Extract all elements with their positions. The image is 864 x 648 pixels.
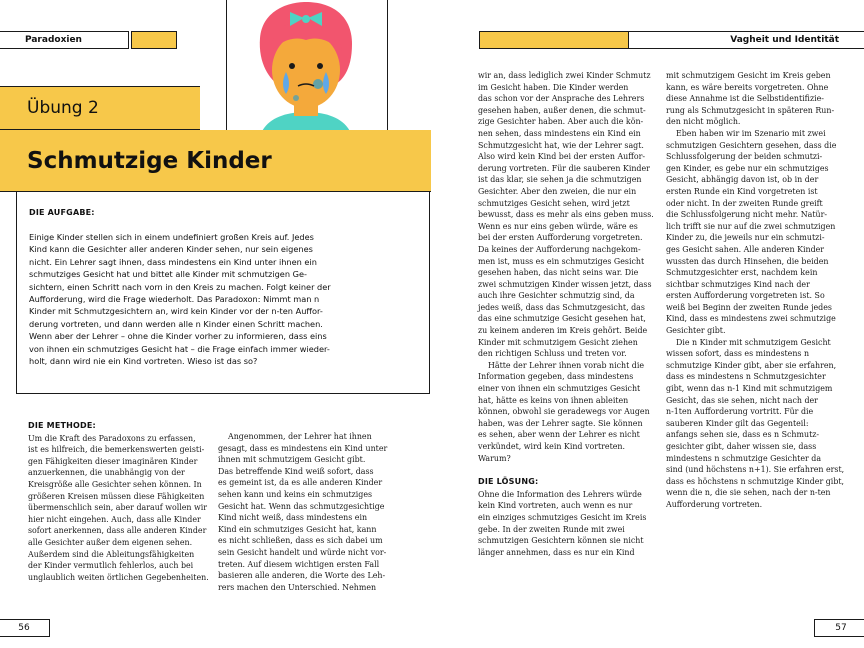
page-number-right: [814, 619, 864, 637]
body-line: gen Fähigkeiten dieser imaginären Kinder: [28, 456, 198, 466]
body-line: ist es hilfreich, die bemerkenswerten geisti-: [28, 445, 205, 455]
body-line: auch ihre Gesichter schmutzig sind, da: [478, 291, 635, 301]
running-head-right-text: Vagheit und Identität: [730, 35, 839, 45]
body-line: wenn die n, die sie sehen, nach der n-ten: [666, 488, 831, 498]
body-line: das eine schmutzige Gesicht gesehen hat,: [478, 314, 646, 324]
running-head-left: [0, 31, 129, 49]
exercise-label-bar: [0, 86, 200, 130]
body-line: Schlussfolgerung der beiden schmutzi-: [666, 152, 823, 162]
solution-heading: DIE LÖSUNG:: [478, 477, 539, 487]
body-line: bei der ersten Aufforderung vorgetreten.: [478, 233, 643, 243]
body-line: übermenschlich sein, aber darauf wollen wir: [28, 503, 208, 513]
exercise-label: Übung 2: [27, 98, 99, 118]
body-line: die Schlussfolgerung nicht mehr. Natür-: [666, 210, 828, 220]
body-line: Hätte der Lehrer ihnen vorab nicht die: [488, 360, 645, 370]
body-line: n-1ten Aufforderung vortritt. Für die: [666, 407, 814, 417]
page-number-left-text: 56: [18, 623, 30, 633]
body-line: es sehen, aber wenn der Lehrer es nicht: [478, 430, 640, 440]
task-line: von ihnen ein schmutziges Gesicht hat – die Frage einfach immer wieder-: [29, 343, 330, 354]
task-heading: DIE AUFGABE:: [29, 208, 95, 217]
body-line: Da keines der Aufforderung nachgekom-: [478, 244, 641, 254]
body-line: Eben haben wir im Szenario mit zwei: [676, 128, 826, 138]
body-line: Ohne die Information des Lehrers würde: [478, 489, 642, 499]
text-column-1: [28, 420, 214, 583]
body-line: schmutziges Gesicht sehen, wird jetzt: [478, 198, 630, 208]
body-line: gesichter gibt, daher wissen sie, dass: [666, 442, 817, 451]
body-line: Aufforderung vortreten.: [666, 499, 763, 509]
body-line: wir an, dass lediglich zwei Kinder Schmutz: [478, 71, 651, 80]
body-line: zu keinem anderen im Kreis gehört. Beide: [478, 326, 648, 336]
body-line: Schmutzgesicht hat, wie der Lehrer sagt.: [478, 140, 644, 150]
body-line: Gesicht hat. Wenn das schmutzgesichtige: [218, 501, 385, 511]
body-line: wussten das durch Hinsehen, die beiden: [666, 256, 829, 266]
body-line: Also wird kein Kind bei der ersten Auffor-: [478, 152, 646, 162]
body-line: sind (und höchstens n+1). Sie erfahren erst,: [666, 465, 845, 475]
body-line: einer von ihnen ein schmutziges Gesicht: [478, 384, 641, 394]
body-line: der Kinder vermutlich fehlerlos, auch bei: [28, 561, 194, 571]
body-line: oder nicht. In der zweiten Runde greift: [666, 198, 823, 208]
body-line: schmutzige Kinder gibt, aber sie erfahren,: [666, 360, 837, 370]
body-line: Kinder zu, die jeweils nur ein schmutzi-: [666, 233, 825, 243]
body-line: Die n Kinder mit schmutzigem Gesicht: [676, 337, 831, 347]
text-column-4: [666, 70, 854, 511]
task-box: [16, 192, 430, 394]
body-line: weiß bei Beginn der zweiten Runde jedes: [666, 302, 832, 312]
left-eye-shape: [289, 63, 295, 69]
body-line: Information gegeben, dass mindestens: [478, 372, 634, 382]
task-line: schmutziges Gesicht hat und bittet alle Kinder mit schmutzigen Ge-: [29, 269, 307, 280]
body-line: nen sehen, dass mindestens ein Kind ein: [478, 128, 641, 138]
body-line: gesehen haben, außer denen, die schmut-: [478, 105, 646, 115]
body-line: anzuerkennen, die unabhängig von der: [28, 468, 185, 478]
task-line: holt, dann wird nie ein Kind vortreten. Wieso ist das so?: [29, 356, 258, 367]
page-title: Schmutzige Kinder: [27, 147, 272, 174]
body-line: länger annehmen, dass es nur ein Kind: [478, 547, 635, 557]
body-line: Kind, dass es mindestens zwei schmutzige: [666, 314, 836, 324]
text-column-3: [478, 70, 664, 558]
running-head-left-text: Paradoxien: [25, 35, 82, 45]
task-line: Aufforderung, wird die Frage wiederholt. Das Paradoxon: Nimmt man n: [29, 294, 320, 305]
body-line: sofort anerkennen, dass alle anderen Kinder: [28, 526, 207, 536]
task-line: derung vortreten, und dann werden alle n Kinder einen Schritt machen.: [29, 318, 323, 329]
body-line: mindestens n schmutzige Gesichter da: [666, 453, 822, 463]
body-line: bewusst, dass es mehr als eins geben muss.: [478, 210, 654, 220]
body-line: sauberen Kinder gilt das Gegenteil:: [666, 418, 809, 428]
body-line: zige Gesichter haben. Aber auch die kön-: [478, 117, 644, 127]
body-line: Das betreffende Kind weiß sofort, dass: [218, 466, 374, 476]
page-number-right-text: 57: [835, 623, 847, 633]
task-line: sichtern, einen Schritt nach vorn in den Kreis zu machen. Folgt keiner der: [29, 281, 331, 292]
body-line: Schmutzgesichter erst, nachdem kein: [666, 268, 818, 278]
body-line: sichtbar schmutziges Kind nach der: [666, 279, 810, 289]
running-head-left-accent: [131, 31, 177, 49]
body-line: hat, hätte es keins von ihnen ableiten: [478, 395, 629, 405]
body-line: Gesicht, abhängig davon ist, ob in der: [666, 175, 819, 185]
title-bar: [0, 130, 431, 192]
body-line: alle Gesichter außer dem eigenen sehen.: [28, 537, 193, 547]
body-line: mit schmutzigem Gesicht im Kreis geben: [666, 71, 831, 80]
body-line: verkündet, wird kein Kind vortreten.: [478, 442, 626, 451]
body-line: Wenn es nur eins geben würde, wäre es: [478, 221, 638, 231]
body-line: dass es höchstens n schmutzige Kinder gibt,: [666, 476, 845, 486]
body-line: ersten Aufforderung vorgetreten ist. So: [666, 291, 825, 301]
task-line: Kinder mit Schmutzgesichtern an, wird kein Kinder vor der n-ten Auffor-: [29, 306, 323, 317]
body-line: hier nicht eingehen. Auch, dass alle Kinder: [28, 514, 201, 524]
body-line: ein einziges schmutziges Gesicht im Kreis: [478, 512, 647, 522]
body-line: jedes weiß, dass das Schmutzgesicht, das: [478, 302, 645, 312]
body-line: den nicht möglich.: [666, 117, 741, 127]
running-head-right: [628, 31, 864, 49]
body-line: diese Annahme ist die Selbstidentifizie-: [666, 94, 824, 104]
body-line: zwei schmutzigen Kinder wissen jetzt, dass: [478, 279, 652, 289]
body-line: derung vortreten. Für die sauberen Kinder: [478, 163, 650, 173]
body-line: ges Gesicht sahen. Alle anderen Kinder: [666, 244, 825, 254]
body-line: den richtigen Schluss und treten vor.: [478, 349, 627, 359]
text-column-2: [218, 431, 408, 593]
body-line: Kind ein schmutziges Gesicht hat, kann: [218, 524, 377, 534]
body-line: sehen kann und keins ein schmutziges: [218, 489, 373, 499]
body-line: kann, es wäre bereits vorgetreten. Ohne: [666, 82, 829, 92]
body-line: gen Kinder, es gebe nur ein schmutziges: [666, 163, 829, 173]
dirt-smudge-shape: [313, 79, 323, 89]
dirt-smudge-shape: [293, 95, 299, 101]
body-line: rung als Schmutzgesicht in späteren Run-: [666, 105, 835, 115]
body-line: ersten Runde ein Kind vorgetreten ist: [666, 186, 818, 196]
body-line: men ist, muss es ein schmutziges Gesicht: [478, 256, 645, 266]
body-line: sein Gesicht handelt und würde nicht vor-: [218, 547, 387, 557]
body-line: größeren Kreisen müssen diese Fähigkeiten: [28, 491, 205, 501]
body-line: gibt, wenn das n-1 Kind mit schmutzigem: [666, 384, 833, 394]
body-line: Gesicht, das sie sehen, nicht nach der: [666, 395, 818, 405]
body-line: unglaublich weiten örtlichen Gegebenheiten.: [28, 572, 209, 582]
body-line: es gemeint ist, da es alle anderen Kinder: [218, 478, 383, 488]
body-line: wissen sofort, dass es mindestens n: [666, 349, 810, 359]
body-line: Kinder mit schmutzigem Gesicht ziehen: [478, 337, 638, 347]
task-line: Einige Kinder stellen sich in einem undefiniert großen Kreis auf. Jedes: [29, 232, 314, 242]
body-line: lich trifft sie nur auf die zwei schmutzigen: [666, 221, 836, 231]
task-line: Kind kann die Gesichter aller anderen Kinder sehen, nur sein eigenes: [29, 244, 313, 255]
body-line: Außerdem sind die Ableitungsfähigkeiten: [28, 549, 195, 559]
body-line: Angenommen, der Lehrer hat ihnen: [228, 432, 372, 441]
task-line: nicht. Ein Lehrer sagt ihnen, dass mindestens ein Kind unter ihnen ein: [29, 256, 317, 267]
body-line: dass es mindestens n Schmutzgesichter: [666, 372, 826, 382]
body-line: können, obwohl sie geradewegs vor Augen: [478, 407, 650, 417]
body-line: ist das klar, sie sehen ja die schmutzigen: [478, 175, 642, 185]
right-eye-shape: [317, 63, 323, 69]
body-line: schmutzigen Gesichtern können sie nicht: [478, 536, 644, 546]
body-line: Warum?: [478, 453, 511, 463]
body-line: basieren alle anderen, die Worte des Leh-: [218, 571, 386, 581]
body-line: Kind nicht weiß, dass mindestens ein: [218, 513, 368, 523]
face-shape: [272, 32, 340, 108]
body-line: Gesichter. Aber den zweien, die nur ein: [478, 186, 637, 196]
body-line: rers machen den Unterschied. Nehmen: [218, 582, 377, 592]
body-line: es nicht schließen, dass es sich dabei um: [218, 536, 383, 546]
body-line: anfangs sehen sie, dass es n Schmutz-: [666, 430, 820, 440]
body-line: Kreisgröße alle Gesichter sehen können. In: [28, 479, 202, 489]
body-line: gesehen haben, das nicht seins war. Die: [478, 268, 639, 278]
method-heading: DIE METHODE:: [28, 421, 96, 430]
body-line: haben, was der Lehrer sagte. Sie können: [478, 418, 643, 428]
body-line: Um die Kraft des Paradoxons zu erfassen,: [28, 433, 196, 443]
girl-with-dirty-face-illustration: [226, 0, 386, 136]
running-head-right-accent: [479, 31, 629, 49]
body-line: Gesichter gibt.: [666, 326, 726, 336]
body-line: schmutzigen Gesichtern gesehen, dass die: [666, 140, 837, 150]
task-line: Wenn aber der Lehrer – ohne die Kinder vorher zu informieren, dass eins: [29, 331, 327, 342]
task-text: [29, 231, 429, 367]
body-line: kein Kind vortreten, auch wenn es nur: [478, 501, 633, 511]
body-line: gebe. In der zweiten Runde mit zwei: [478, 524, 625, 534]
body-line: treten. Auf diesem wichtigen ersten Fall: [218, 559, 380, 569]
bow-knot-shape: [302, 15, 310, 23]
page-number-left: [0, 619, 50, 637]
body-line: gesagt, dass es mindestens ein Kind unter: [218, 443, 388, 453]
body-line: das schon vor der Ansprache des Lehrers: [478, 94, 645, 104]
body-line: ihnen mit schmutzigem Gesicht gibt.: [218, 455, 366, 465]
body-line: im Gesicht haben. Die Kinder werden: [478, 82, 629, 92]
